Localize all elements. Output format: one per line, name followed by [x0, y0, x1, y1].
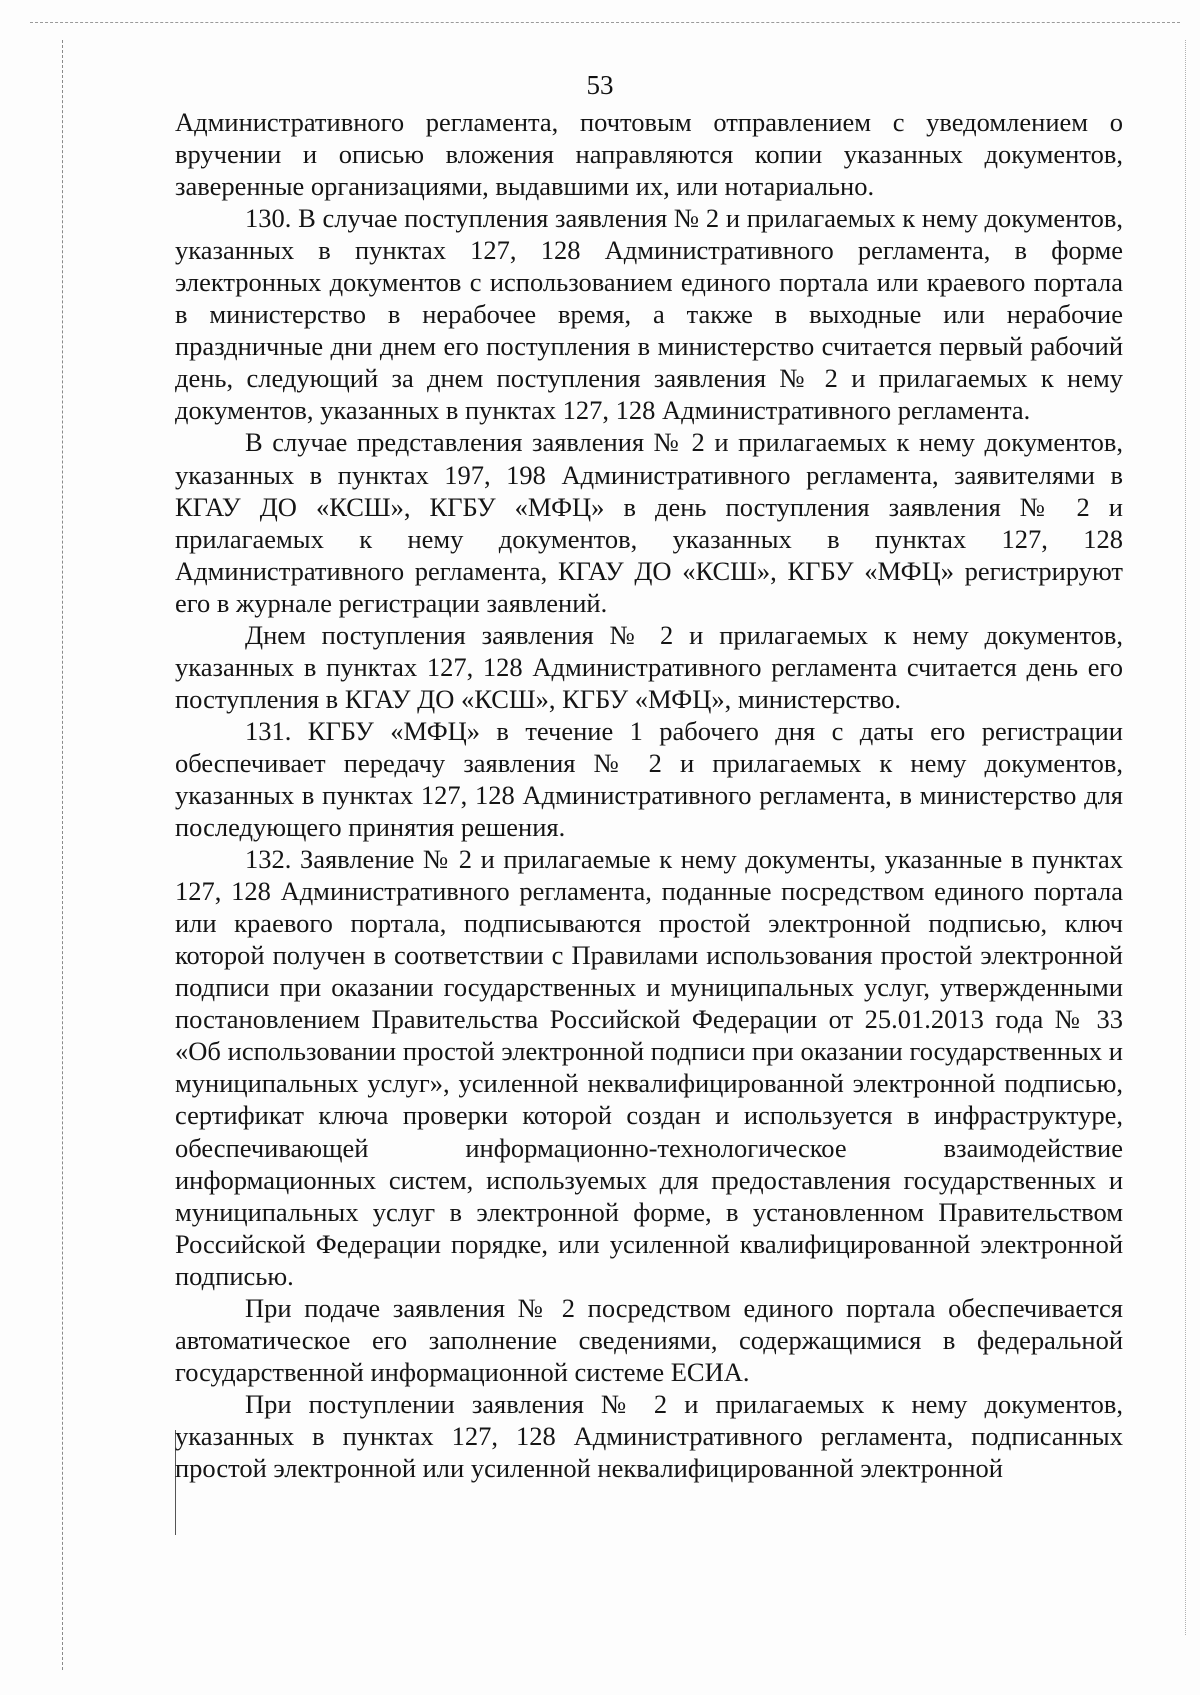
paragraph: В случае представления заявления № 2 и прилагаемых к нему документов, указанных в пунктах 197, 198 Административного регламента, заявителями в КГАУ ДО «КСШ», КГБУ «МФЦ» в день поступления заявления № 2 и прилагаемых к нему документов, указанных в пунктах 127, 128 Административного регламента, КГАУ ДО «КСШ», КГБУ «МФЦ» регистрируют его в журнале регистрации заявлений.	[175, 427, 1123, 618]
paragraph: Днем поступления заявления № 2 и прилагаемых к нему документов, указанных в пунктах 127, 128 Административного регламента считается день его поступления в КГАУ ДО «КСШ», КГБУ «МФЦ», министерство.	[175, 619, 1123, 714]
page-number: 53	[586, 70, 614, 100]
paragraph: 131. КГБУ «МФЦ» в течение 1 рабочего дня с даты его регистрации обеспечивает передачу заявления № 2 и прилагаемых к нему документов, указанных в пунктах 127, 128 Административного регламента, в министерство для последующего принятия решения.	[175, 715, 1123, 843]
scan-border-top	[30, 22, 1180, 23]
paragraph: Административного регламента, почтовым отправлением с уведомлением о вручении и описью вложения направляются копии указанных документов, заверенные организациями, выдавшими их, или нотариально.	[175, 107, 1123, 202]
document-body	[175, 106, 1123, 1484]
paragraph: 132. Заявление № 2 и прилагаемые к нему документы, указанные в пунктах 127, 128 Административного регламента, поданные посредством единого портала или краевого портала, подписываются простой электронной подписью, ключ которой получен в соответствии с Правилами использования простой электронной подписи при оказании государственных и муниципальных услуг, утвержденными постановлением Правительства Российской Федерации от 25.01.2013 года № 33 «Об использовании простой электронной подписи при оказании государственных и муниципальных услуг», усиленной неквалифицированной электронной подписью, сертификат ключа проверки которой создан и используется в инфраструктуре, обеспечивающей информационно-технологическое взаимодействие информационных систем, используемых для предоставления государственных и муниципальных услуг в электронной форме, в установленном Правительством Российской Федерации порядке, или усиленной квалифицированной электронной подписью.	[175, 844, 1123, 1291]
scan-border-left	[62, 40, 63, 1670]
paragraph: 130. В случае поступления заявления № 2 и прилагаемых к нему документов, указанных в пунктах 127, 128 Административного регламента, в форме электронных документов с использованием единого портала или краевого портала в министерство в нерабочее время, а также в выходные или нерабочие праздничные дни днем его поступления в министерство считается первый рабочий день, следующий за днем поступления заявления № 2 и прилагаемых к нему документов, указанных в пунктах 127, 128 Административного регламента.	[175, 203, 1123, 426]
paragraph: При подаче заявления № 2 посредством единого портала обеспечивается автоматическое его заполнение сведениями, содержащимися в федеральной государственной информационной системе ЕСИА.	[175, 1292, 1123, 1387]
scan-border-right	[1185, 40, 1186, 1635]
paragraph: При поступлении заявления № 2 и прилагаемых к нему документов, указанных в пунктах 127, 128 Административного регламента, подписанных простой электронной или усиленной неквалифицированной электронной	[175, 1388, 1123, 1483]
